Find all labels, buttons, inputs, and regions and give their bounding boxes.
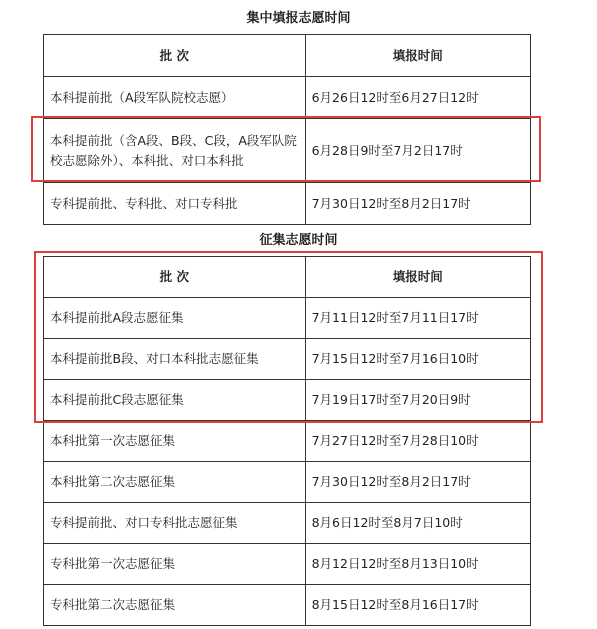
time-cell: 7月27日12时至7月28日10时: [305, 421, 530, 462]
time-cell: 8月15日12时至8月16日17时: [305, 585, 530, 626]
time-cell: 7月19日17时至7月20日9时: [305, 380, 530, 421]
batch-cell: 专科批第二次志愿征集: [44, 585, 306, 626]
batch-cell: 本科提前批（A段军队院校志愿）: [44, 77, 306, 119]
table2-title: 征集志愿时间: [259, 233, 338, 248]
table-row: [44, 77, 531, 119]
table1-title: 集中填报志愿时间: [246, 11, 351, 26]
table-row: [44, 421, 531, 462]
batch-cell: 本科提前批B段、对口本科批志愿征集: [44, 339, 306, 380]
table-row: [44, 462, 531, 503]
batch-cell: 本科批第二次志愿征集: [44, 462, 306, 503]
table-row: [44, 298, 531, 339]
header-time: 填报时间: [305, 257, 530, 298]
batch-cell: 本科提前批C段志愿征集: [44, 380, 306, 421]
batch-cell: 本科批第一次志愿征集: [44, 421, 306, 462]
table-row: [44, 585, 531, 626]
table-row: [44, 380, 531, 421]
table-row: [44, 119, 531, 183]
time-cell: 7月30日12时至8月2日17时: [305, 462, 530, 503]
time-cell: 6月26日12时至6月27日12时: [305, 77, 530, 119]
time-cell: 8月6日12时至8月7日10时: [305, 503, 530, 544]
header-batch: 批 次: [44, 35, 306, 77]
time-cell: 7月11日12时至7月11日17时: [305, 298, 530, 339]
batch-cell: 专科提前批、专科批、对口专科批: [44, 183, 306, 225]
table-row: [44, 339, 531, 380]
batch-cell: 本科提前批A段志愿征集: [44, 298, 306, 339]
time-cell: 7月30日12时至8月2日17时: [305, 183, 530, 225]
batch-cell: 专科批第一次志愿征集: [44, 544, 306, 585]
table-header-row: [44, 35, 531, 77]
header-batch: 批 次: [44, 257, 306, 298]
table-row: [44, 183, 531, 225]
time-cell: 7月15日12时至7月16日10时: [305, 339, 530, 380]
batch-cell: 专科提前批、对口专科批志愿征集: [44, 503, 306, 544]
table-header-row: [44, 257, 531, 298]
header-time: 填报时间: [305, 35, 530, 77]
time-cell: 8月12日12时至8月13日10时: [305, 544, 530, 585]
application-schedule-table: [43, 34, 531, 225]
time-cell: 6月28日9时至7月2日17时: [305, 119, 530, 183]
batch-cell: 本科提前批（含A段、B段、C段，A段军队院校志愿除外）、本科批、对口本科批: [44, 119, 306, 183]
table-row: [44, 503, 531, 544]
table-row: [44, 544, 531, 585]
solicitation-schedule-table: [43, 256, 531, 626]
